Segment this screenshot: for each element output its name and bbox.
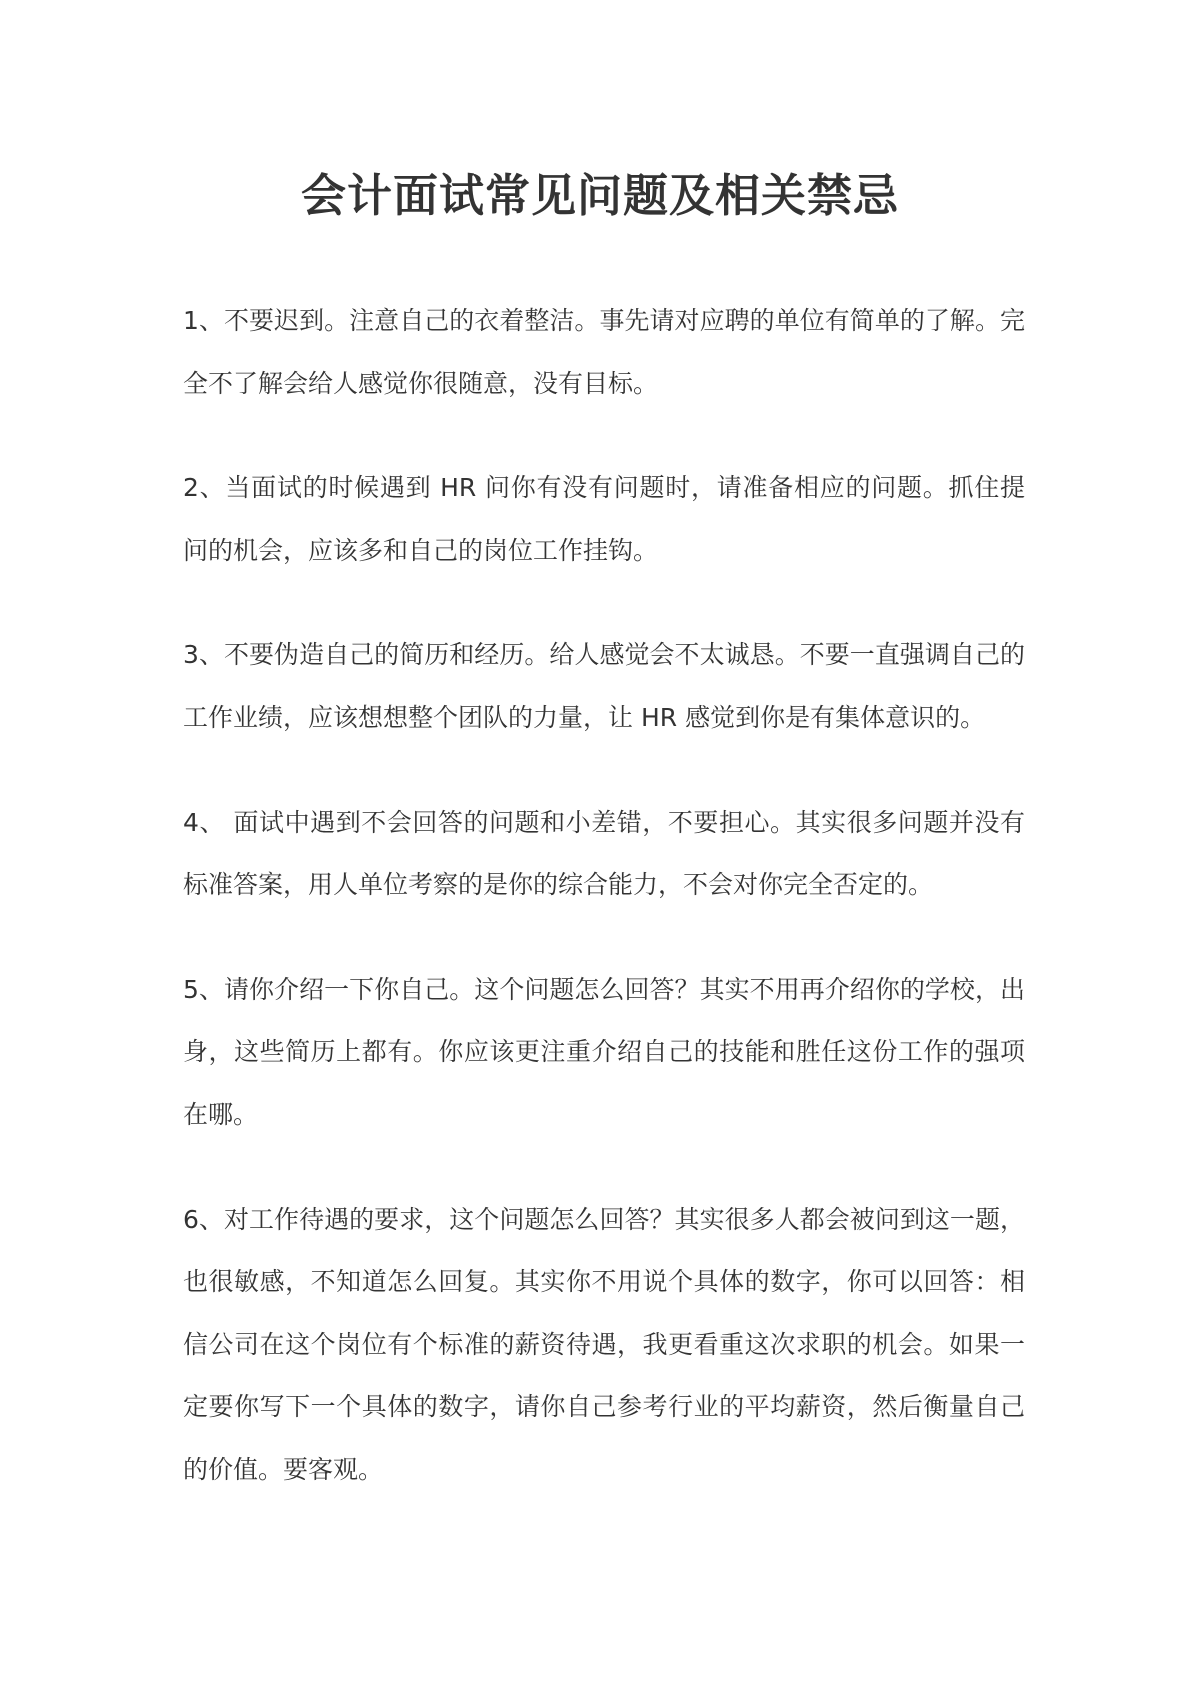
paragraph-4: 4、 面试中遇到不会回答的问题和小差错，不要担心。其实很多问题并没有标准答案，用人单位考察的是你的综合能力，不会对你完全否定的。	[183, 807, 1025, 900]
paragraph-5: 5、请你介绍一下你自己。这个问题怎么回答？其实不用再介绍你的学校，出身，这些简历上都有。你应该更注重介绍自己的技能和胜任这份工作的强项在哪。	[183, 974, 1025, 1129]
paragraph-6: 6、对工作待遇的要求，这个问题怎么回答？其实很多人都会被问到这一题，也很敏感，不知道怎么回复。其实你不用说个具体的数字，你可以回答：相信公司在这个岗位有个标准的薪资待遇，我更看重这次求职的机会。如果一定要你写下一个具体的数字，请你自己参考行业的平均薪资，然后衡量自己的价值。要客观。	[183, 1204, 1025, 1484]
paragraph-3: 3、不要伪造自己的简历和经历。给人感觉会不太诚恳。不要一直强调自己的工作业绩，应该想想整个团队的力量，让 HR 感觉到你是有集体意识的。	[183, 640, 1025, 732]
document-title: 会计面试常见问题及相关禁忌	[300, 169, 899, 222]
paragraph-1: 1、不要迟到。注意自己的衣着整洁。事先请对应聘的单位有简单的了解。完全不了解会给人感觉你很随意，没有目标。	[183, 306, 1025, 398]
document-body	[183, 290, 1025, 1544]
paragraph-2: 2、当面试的时候遇到 HR 问你有没有问题时，请准备相应的问题。抓住提问的机会，应该多和自己的岗位工作挂钩。	[183, 473, 1025, 565]
